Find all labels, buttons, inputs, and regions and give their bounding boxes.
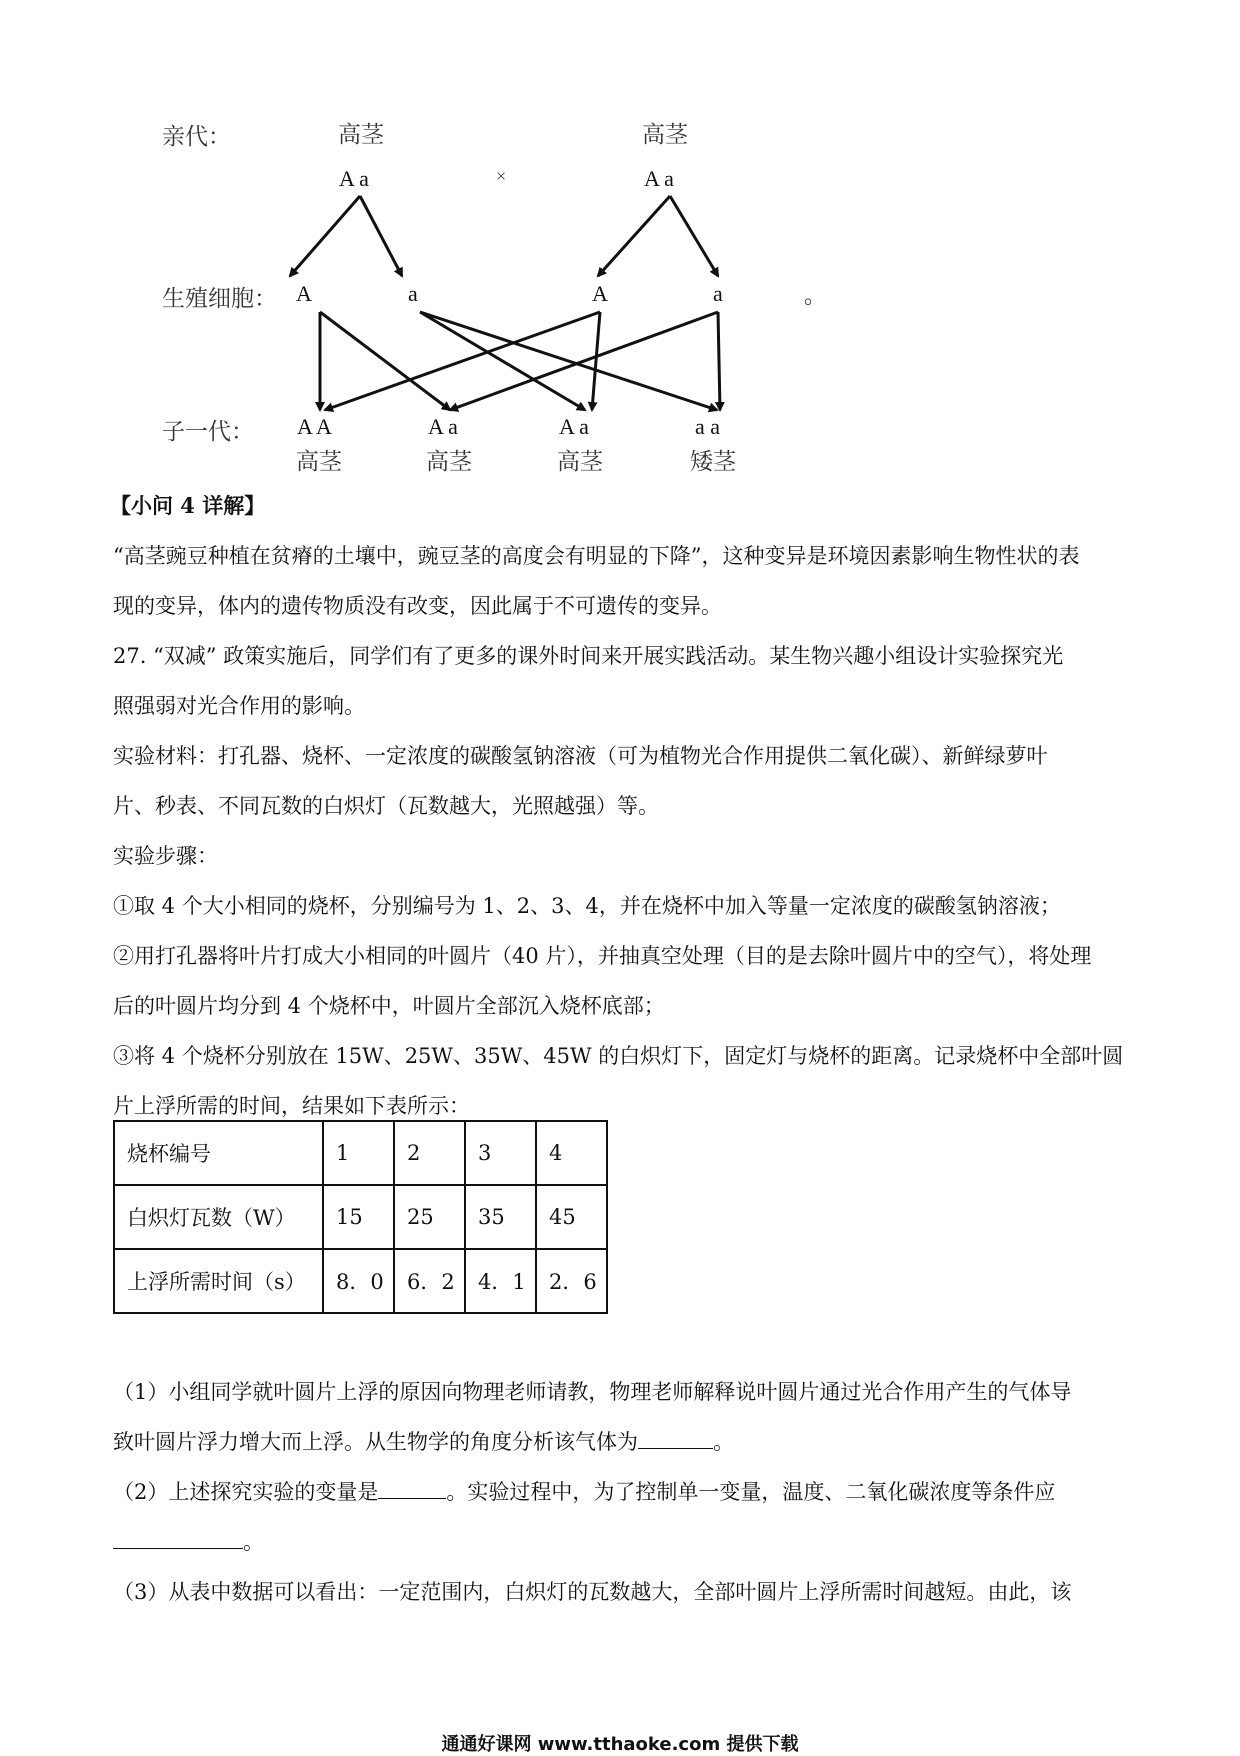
table-cell: 4．1 xyxy=(465,1249,536,1313)
trailing-mark: 。 xyxy=(804,283,827,308)
q27-intro-line-2: 照强弱对光合作用的影响。 xyxy=(113,694,365,718)
arrow-p1-to-gamete-A xyxy=(290,196,360,276)
arrow-a2-to-aa xyxy=(718,312,720,410)
offspring-1-genotype: A A xyxy=(297,414,332,439)
table-cell: 1 xyxy=(323,1121,394,1185)
table-row xyxy=(114,1121,607,1185)
parent-1-genotype: A a xyxy=(339,166,369,191)
table-cell: 4 xyxy=(536,1121,607,1185)
arrow-A2-to-Aa2 xyxy=(592,312,600,410)
q27-sub2-text: （2）上述探究实验的变量是 xyxy=(113,1480,379,1504)
answer-blank-2[interactable] xyxy=(378,1478,446,1499)
section4-line-1: “高茎豌豆种植在贫瘠的土壤中，豌豆茎的高度会有明显的下降”，这种变异是环境因素影响生物性状的表 xyxy=(113,544,1080,568)
q27-sub1-end: 。 xyxy=(713,1430,734,1454)
parent-2-phenotype: 高茎 xyxy=(642,122,688,148)
q27-intro-line-1: 27. “双减” 政策实施后，同学们有了更多的课外时间来开展实践活动。某生物兴趣小组设计实验探究光 xyxy=(113,644,1064,668)
genetic-cross-diagram xyxy=(0,0,1240,480)
offspring-3-phenotype: 高茎 xyxy=(557,449,603,475)
table-row xyxy=(114,1249,607,1313)
offspring-4-phenotype: 矮茎 xyxy=(690,449,736,475)
results-table xyxy=(113,1120,608,1314)
offspring-1-phenotype: 高茎 xyxy=(296,449,342,475)
gamete-label: 生殖细胞： xyxy=(162,286,277,312)
section4-heading: 【小问 4 详解】 xyxy=(110,493,266,518)
offspring-4-genotype: a a xyxy=(695,414,721,439)
arrow-a2-to-Aa xyxy=(450,312,718,410)
section4-line-2: 现的变异，体内的遗传物质没有改变，因此属于不可遗传的变异。 xyxy=(113,594,722,618)
table-cell: 2 xyxy=(394,1121,465,1185)
table-row xyxy=(114,1185,607,1249)
offspring-label: 子一代： xyxy=(162,419,254,445)
q27-step-line-3: 后的叶圆片均分到 4 个烧杯中，叶圆片全部沉入烧杯底部； xyxy=(113,994,665,1018)
parent-2-genotype: A a xyxy=(644,166,674,191)
arrow-A1-to-Aa xyxy=(320,312,450,410)
table-cell: 35 xyxy=(465,1185,536,1249)
q27-step-line-2: ②用打孔器将叶片打成大小相同的叶圆片（40 片），并抽真空处理（目的是去除叶圆片中的空气），将处理 xyxy=(113,944,1092,968)
q27-sub2-text-after: 。实验过程中，为了控制单一变量，温度、二氧化碳浓度等条件应 xyxy=(446,1480,1056,1504)
gamete-4: a xyxy=(713,281,723,306)
q27-materials-line-2: 片、秒表、不同瓦数的白炽灯（瓦数越大，光照越强）等。 xyxy=(113,794,659,818)
table-cell: 2．6 xyxy=(536,1249,607,1313)
page-footer: 通通好课网 www.tthaoke.com 提供下载 xyxy=(441,1734,799,1755)
answer-blank-3[interactable] xyxy=(113,1528,243,1549)
q27-step-line-1: ①取 4 个大小相同的烧杯，分别编号为 1、2、3、4，并在烧杯中加入等量一定浓度的碳酸氢钠溶液； xyxy=(113,894,1061,918)
arrow-p2-to-gamete-a xyxy=(670,196,718,276)
table-row-header: 上浮所需时间（s） xyxy=(114,1249,323,1313)
q27-sub2-end: 。 xyxy=(243,1530,264,1554)
q27-sub1-line-1: （1）小组同学就叶圆片上浮的原因向物理老师请教，物理老师解释说叶圆片通过光合作用产生的气体导 xyxy=(113,1380,1072,1404)
q27-sub1-line-2 xyxy=(113,1428,734,1456)
table-cell: 45 xyxy=(536,1185,607,1249)
gamete-3: A xyxy=(592,281,608,306)
cross-symbol: × xyxy=(496,166,507,186)
table-row-header: 白炽灯瓦数（W） xyxy=(114,1185,323,1249)
q27-sub1-text: 致叶圆片浮力增大而上浮。从生物学的角度分析该气体为 xyxy=(113,1430,638,1454)
parent-label: 亲代： xyxy=(162,124,231,150)
table-cell: 8．0 xyxy=(323,1249,394,1313)
q27-sub2-line-1 xyxy=(113,1478,1055,1506)
table-cell: 3 xyxy=(465,1121,536,1185)
offspring-2-genotype: A a xyxy=(428,414,458,439)
q27-materials-line-1: 实验材料：打孔器、烧杯、一定浓度的碳酸氢钠溶液（可为植物光合作用提供二氧化碳）、新鲜绿萝叶 xyxy=(113,744,1048,768)
q27-step-line-4: ③将 4 个烧杯分别放在 15W、25W、35W、45W 的白炽灯下，固定灯与烧杯的距离。记录烧杯中全部叶圆 xyxy=(113,1044,1124,1068)
table-cell: 25 xyxy=(394,1185,465,1249)
q27-step-line-5: 片上浮所需的时间，结果如下表所示： xyxy=(113,1094,470,1118)
arrow-p2-to-gamete-A xyxy=(598,196,670,276)
parent-1-phenotype: 高茎 xyxy=(338,122,384,148)
q27-steps-title: 实验步骤： xyxy=(113,844,218,868)
arrow-p1-to-gamete-a xyxy=(360,196,402,276)
cross-arrows xyxy=(0,0,1240,480)
table-cell: 15 xyxy=(323,1185,394,1249)
table-row-header: 烧杯编号 xyxy=(114,1121,323,1185)
offspring-3-genotype: A a xyxy=(559,414,589,439)
offspring-2-phenotype: 高茎 xyxy=(426,449,472,475)
q27-sub2-line-2 xyxy=(113,1528,264,1556)
gamete-1: A xyxy=(296,281,312,306)
q27-sub3-line-1: （3）从表中数据可以看出：一定范围内，白炽灯的瓦数越大，全部叶圆片上浮所需时间越短。由此，该 xyxy=(113,1580,1072,1604)
answer-blank-1[interactable] xyxy=(638,1428,713,1449)
table-cell: 6．2 xyxy=(394,1249,465,1313)
gamete-2: a xyxy=(408,281,418,306)
